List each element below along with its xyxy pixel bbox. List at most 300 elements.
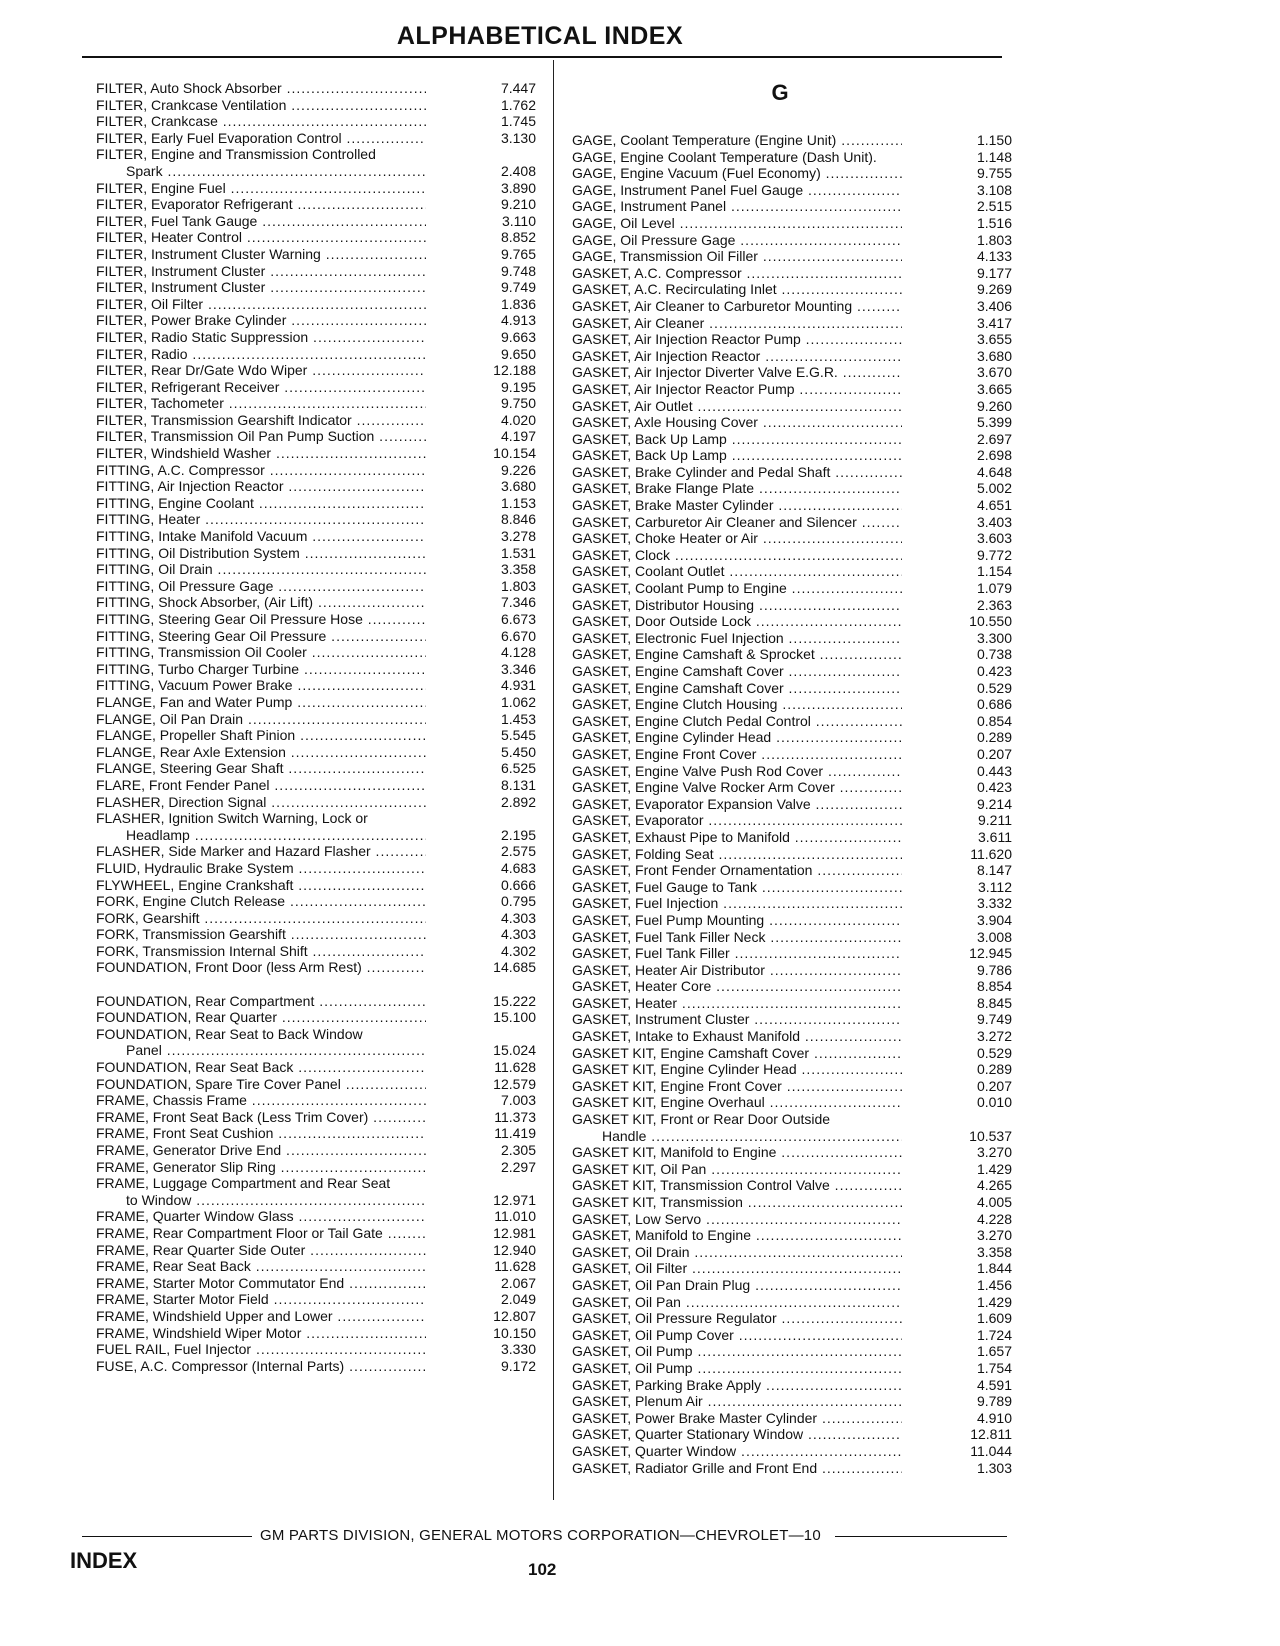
entry-title: GASKET KIT, Oil Pan ..... [572, 1161, 902, 1178]
entry-page-ref: 3.665 [976, 380, 1012, 397]
title-divider [82, 56, 1002, 58]
entry-title: FILTER, Heater Control ..... [96, 229, 426, 246]
entry-title: GASKET, Exhaust Pipe to Manifold ..... [572, 829, 902, 846]
index-entry [84, 1325, 544, 1342]
entry-page-ref: 9.177 [976, 264, 1012, 281]
entry-title: GASKET, Choke Heater or Air ..... [572, 530, 902, 547]
index-entry [84, 1242, 544, 1259]
index-entry [560, 597, 1020, 614]
entry-title: GASKET, Oil Pressure Regulator ..... [572, 1310, 902, 1327]
entry-page-ref: 4.133 [976, 248, 1012, 265]
entry-title: GASKET, Back Up Lamp ..... [572, 431, 902, 448]
index-entry [84, 113, 544, 130]
entry-page-ref: 1.844 [976, 1260, 1012, 1277]
entry-page-ref: 3.130 [500, 129, 536, 146]
entry-title: FRAME, Windshield Upper and Lower ..... [96, 1308, 426, 1325]
entry-title: FLUID, Hydraulic Brake System ..... [96, 860, 426, 877]
index-entry [560, 464, 1020, 481]
index-entry [560, 563, 1020, 580]
index-entry [560, 1144, 1020, 1161]
index-entry [560, 1260, 1020, 1277]
entry-title: GASKET, Engine Camshaft & Sprocket ..... [572, 646, 902, 663]
entry-page-ref: 15.024 [493, 1042, 536, 1059]
index-entry [84, 1275, 544, 1292]
index-entry [560, 713, 1020, 730]
index-entry [560, 1410, 1020, 1427]
index-entry [560, 165, 1020, 182]
entry-page-ref: 3.330 [500, 1341, 536, 1358]
index-entry [84, 744, 544, 761]
index-entry [560, 1426, 1020, 1443]
entry-title: FITTING, Intake Manifold Vacuum ..... [96, 528, 426, 545]
entry-title: FRAME, Rear Compartment Floor or Tail Gate ..... [96, 1225, 426, 1242]
entry-page-ref: 0.666 [500, 876, 536, 893]
entry-title: FOUNDATION, Rear Seat to Back Window [96, 1025, 363, 1042]
index-entry [84, 312, 544, 329]
index-entry [560, 1028, 1020, 1045]
index-entry [560, 414, 1020, 431]
entry-page-ref: 2.067 [500, 1274, 536, 1291]
entry-page-ref: 12.188 [493, 362, 536, 379]
index-entry [84, 462, 544, 479]
index-entry [560, 1393, 1020, 1410]
entry-page-ref: 9.750 [500, 395, 536, 412]
entry-page-ref: 1.745 [500, 113, 536, 130]
index-entry [560, 613, 1020, 630]
index-entry [84, 1208, 544, 1225]
entry-title: FRAME, Rear Seat Back ..... [96, 1258, 426, 1275]
index-entry [560, 1310, 1020, 1327]
entry-title: FITTING, Heater ..... [96, 511, 426, 528]
entry-title: GASKET, Oil Filter ..... [572, 1260, 902, 1277]
entry-page-ref: 4.591 [976, 1376, 1012, 1393]
index-entry [560, 281, 1020, 298]
entry-title: GASKET, Engine Camshaft Cover ..... [572, 663, 902, 680]
entry-page-ref: 0.686 [976, 696, 1012, 713]
index-entry [560, 1244, 1020, 1261]
index-entry [84, 1076, 544, 1093]
entry-page-ref: 4.128 [500, 644, 536, 661]
index-entry [560, 1277, 1020, 1294]
entry-page-ref: 4.910 [976, 1409, 1012, 1426]
entry-page-ref: 3.358 [976, 1243, 1012, 1260]
entry-page-ref: 5.450 [500, 743, 536, 760]
entry-page-ref: 2.297 [500, 1158, 536, 1175]
entry-page-ref: 11.044 [970, 1442, 1012, 1459]
entry-page-ref: 2.363 [976, 596, 1012, 613]
entry-title: FILTER, Fuel Tank Gauge ..... [96, 213, 426, 230]
index-entry [84, 379, 544, 396]
entry-title: GASKET, Front Fender Ornamentation ..... [572, 862, 902, 879]
entry-page-ref: 12.940 [493, 1241, 536, 1258]
index-entry [84, 1225, 544, 1242]
index-entry [84, 528, 544, 545]
index-entry [560, 1377, 1020, 1394]
entry-title: GASKET, Air Injection Reactor ..... [572, 348, 902, 365]
entry-title: GAGE, Coolant Temperature (Engine Unit) ..... [572, 132, 902, 149]
entry-title: GASKET, Heater Core ..... [572, 978, 902, 995]
index-entry [84, 1009, 544, 1026]
index-entry [560, 879, 1020, 896]
entry-page-ref: 9.211 [978, 812, 1012, 829]
entry-title: GASKET, Engine Valve Push Rod Cover ..... [572, 763, 902, 780]
entry-title: FUSE, A.C. Compressor (Internal Parts) ..... [96, 1358, 426, 1375]
entry-title: GASKET, Low Servo ..... [572, 1211, 902, 1228]
entry-page-ref: 1.150 [976, 132, 1012, 148]
entry-page-ref: 8.854 [976, 978, 1012, 995]
entry-title: GASKET KIT, Engine Front Cover ..... [572, 1078, 902, 1095]
entry-page-ref: 1.754 [976, 1359, 1012, 1376]
entry-page-ref: 10.150 [493, 1324, 536, 1341]
index-entry [560, 580, 1020, 597]
entry-title: FRAME, Luggage Compartment and Rear Seat [96, 1175, 391, 1192]
index-entry [560, 1078, 1020, 1095]
index-entry [84, 993, 544, 1010]
index-entry [84, 1125, 544, 1142]
index-entry [560, 364, 1020, 381]
entry-page-ref: 1.762 [500, 96, 536, 113]
entry-title: GASKET, Folding Seat ..... [572, 846, 902, 863]
entry-title: GASKET, Fuel Gauge to Tank ..... [572, 879, 902, 896]
entry-title: GASKET, Heater Air Distributor ..... [572, 962, 902, 979]
page-number: 102 [528, 1560, 557, 1579]
index-entry [560, 315, 1020, 332]
entry-title: FLARE, Front Fender Panel ..... [96, 777, 426, 794]
entry-page-ref: 3.403 [976, 513, 1012, 530]
index-entry [84, 428, 544, 445]
entry-title: FILTER, Instrument Cluster ..... [96, 263, 426, 280]
entry-title: FLANGE, Oil Pan Drain ..... [96, 711, 426, 728]
entry-title: GASKET, Engine Camshaft Cover ..... [572, 680, 902, 697]
entry-page-ref: 4.303 [500, 909, 536, 926]
entry-title: FOUNDATION, Rear Quarter ..... [96, 1009, 426, 1026]
entry-page-ref: 4.651 [976, 497, 1012, 514]
index-entry [560, 431, 1020, 448]
entry-title: GASKET, Quarter Window ..... [572, 1443, 902, 1460]
entry-page-ref: 7.003 [500, 1092, 536, 1109]
entry-title: FITTING, Oil Drain ..... [96, 561, 426, 578]
entry-title: GASKET, Plenum Air ..... [572, 1393, 902, 1410]
index-entry [84, 628, 544, 645]
index-entry [560, 862, 1020, 879]
entry-title: GAGE, Transmission Oil Filler ..... [572, 248, 902, 265]
index-entry [84, 727, 544, 744]
entry-title: FRAME, Starter Motor Commutator End ..... [96, 1275, 426, 1292]
index-entry [560, 331, 1020, 348]
index-entry [560, 763, 1020, 780]
entry-title: GASKET, Fuel Tank Filler Neck ..... [572, 929, 902, 946]
index-entry [560, 265, 1020, 282]
index-entry [560, 248, 1020, 265]
entry-page-ref: 3.278 [500, 528, 536, 545]
index-entry [84, 677, 544, 694]
entry-title: FLANGE, Fan and Water Pump ..... [96, 694, 426, 711]
index-entry [560, 348, 1020, 365]
entry-page-ref: 5.545 [500, 727, 536, 744]
entry-title: FILTER, Crankcase Ventilation ..... [96, 97, 426, 114]
entry-page-ref: 3.406 [976, 297, 1012, 314]
entry-title: GASKET, Oil Pump ..... [572, 1343, 902, 1360]
entry-page-ref: 3.270 [976, 1227, 1012, 1244]
entry-title: GASKET, Air Cleaner ..... [572, 315, 902, 332]
entry-title: Panel ..... [126, 1042, 426, 1059]
index-entry [84, 877, 544, 894]
entry-title: FORK, Gearshift ..... [96, 910, 426, 927]
index-entry [560, 945, 1020, 962]
entry-page-ref: 10.537 [969, 1127, 1012, 1144]
entry-page-ref: 1.429 [976, 1293, 1012, 1310]
right-index-column [560, 80, 1020, 1476]
entry-title: GASKET, Coolant Pump to Engine ..... [572, 580, 902, 597]
entry-page-ref: 0.529 [976, 679, 1012, 696]
entry-page-ref: 4.302 [500, 942, 536, 959]
entry-page-ref: 9.260 [976, 397, 1012, 414]
entry-title: FITTING, Transmission Oil Cooler ..... [96, 644, 426, 661]
entry-title: GASKET, Parking Brake Apply ..... [572, 1377, 902, 1394]
section-label: INDEX [70, 1548, 138, 1573]
entry-title: GAGE, Instrument Panel Fuel Gauge ..... [572, 182, 902, 199]
entry-page-ref: 9.663 [500, 328, 536, 345]
entry-page-ref: 0.207 [976, 1077, 1012, 1094]
index-entry [560, 1227, 1020, 1244]
entry-page-ref: 7.447 [500, 80, 536, 96]
index-entry [84, 959, 544, 976]
entry-title: FITTING, Shock Absorber, (Air Lift) ..... [96, 594, 426, 611]
entry-page-ref: 3.110 [502, 212, 536, 229]
index-entry [84, 296, 544, 313]
entry-title: GAGE, Engine Vacuum (Fuel Economy) ..... [572, 165, 902, 182]
entry-page-ref: 0.529 [976, 1044, 1012, 1061]
entry-title: GASKET, Air Outlet ..... [572, 398, 902, 415]
entry-page-ref: 0.738 [976, 646, 1012, 663]
entry-page-ref: 0.423 [976, 663, 1012, 679]
entry-title: GAGE, Instrument Panel ..... [572, 198, 902, 215]
entry-page-ref: 9.650 [500, 345, 536, 362]
index-entry [560, 729, 1020, 746]
entry-page-ref: 1.803 [500, 577, 536, 594]
entry-title: FILTER, Auto Shock Absorber ..... [96, 80, 426, 97]
index-entry [84, 511, 544, 528]
entry-page-ref: 5.002 [976, 480, 1012, 497]
entry-title: FILTER, Power Brake Cylinder ..... [96, 312, 426, 329]
index-entry [560, 1360, 1020, 1377]
entry-title: GASKET, Electronic Fuel Injection ..... [572, 630, 902, 647]
entry-title: GASKET, Intake to Exhaust Manifold ..... [572, 1028, 902, 1045]
right-index-entries [560, 132, 1020, 1476]
index-entry [560, 929, 1020, 946]
index-entry [84, 329, 544, 346]
index-entry [560, 995, 1020, 1012]
index-entry [560, 1161, 1020, 1178]
entry-title: GASKET, Engine Clutch Pedal Control ..... [572, 713, 902, 730]
entry-page-ref: 9.786 [976, 961, 1012, 978]
index-entry [560, 447, 1020, 464]
entry-title: GAGE, Engine Coolant Temperature (Dash Unit). [572, 148, 877, 165]
entry-page-ref: 0.207 [976, 745, 1012, 762]
index-entry [560, 630, 1020, 647]
entry-page-ref: 12.981 [493, 1224, 536, 1241]
entry-title: GASKET, Axle Housing Cover ..... [572, 414, 902, 431]
entry-page-ref: 4.931 [500, 677, 536, 694]
entry-page-ref: 2.697 [976, 430, 1012, 447]
entry-title: GASKET, A.C. Compressor ..... [572, 265, 902, 282]
index-entry [560, 1011, 1020, 1028]
entry-title: GASKET, Air Injector Reactor Pump ..... [572, 381, 902, 398]
index-entry [560, 646, 1020, 663]
entry-title: GASKET KIT, Transmission Control Valve ..... [572, 1177, 902, 1194]
entry-page-ref: 2.892 [500, 793, 536, 810]
entry-title: FILTER, Oil Filter ..... [96, 296, 426, 313]
index-entry [84, 1308, 544, 1325]
index-entry [84, 1258, 544, 1275]
index-entry [560, 1177, 1020, 1194]
entry-title: FILTER, Transmission Oil Pan Pump Suction ..... [96, 428, 426, 445]
entry-title: GASKET KIT, Engine Overhaul ..... [572, 1094, 902, 1111]
spacer [84, 976, 544, 993]
entry-page-ref: 6.670 [500, 627, 536, 644]
entry-title: FRAME, Front Seat Cushion ..... [96, 1125, 426, 1142]
index-entry [84, 843, 544, 860]
entry-title: FILTER, Radio ..... [96, 346, 426, 363]
entry-title: GASKET, Engine Cylinder Head ..... [572, 729, 902, 746]
entry-page-ref: 9.765 [500, 245, 536, 262]
index-entry [84, 1042, 544, 1059]
entry-page-ref: 3.904 [976, 911, 1012, 928]
entry-title: FITTING, Steering Gear Oil Pressure Hose ..... [96, 611, 426, 628]
entry-page-ref: 1.154 [976, 563, 1012, 580]
index-entry [560, 895, 1020, 912]
entry-title: GASKET KIT, Engine Cylinder Head ..... [572, 1061, 902, 1078]
entry-title: FILTER, Refrigerant Receiver ..... [96, 379, 426, 396]
entry-page-ref: 9.755 [976, 165, 1012, 182]
entry-page-ref: 8.131 [500, 776, 536, 793]
entry-title: GASKET, Distributor Housing ..... [572, 597, 902, 614]
entry-page-ref: 3.680 [500, 478, 536, 495]
entry-page-ref: 15.100 [493, 1009, 536, 1026]
index-entry [560, 1211, 1020, 1228]
entry-page-ref: 3.108 [976, 181, 1012, 198]
entry-title: FOUNDATION, Front Door (less Arm Rest) ..... [96, 959, 426, 976]
entry-title: FILTER, Instrument Cluster Warning ..... [96, 246, 426, 263]
index-entry [560, 1061, 1020, 1078]
entry-title: GASKET, Brake Cylinder and Pedal Shaft ..... [572, 464, 902, 481]
entry-page-ref: 0.289 [976, 729, 1012, 746]
index-entry [84, 180, 544, 197]
entry-title: GASKET, Oil Pump Cover ..... [572, 1327, 902, 1344]
entry-page-ref: 0.010 [976, 1094, 1012, 1111]
entry-title: GASKET, Oil Pump ..... [572, 1360, 902, 1377]
entry-page-ref: 3.358 [500, 561, 536, 578]
index-entry [84, 495, 544, 512]
entry-title: FILTER, Radio Static Suppression ..... [96, 329, 426, 346]
index-entry [84, 1291, 544, 1308]
entry-title: GASKET, A.C. Recirculating Inlet ..... [572, 281, 902, 298]
index-entry [560, 746, 1020, 763]
entry-title: FILTER, Engine and Transmission Controlled [96, 146, 376, 163]
entry-page-ref: 1.516 [976, 214, 1012, 231]
footer-text: GM PARTS DIVISION, GENERAL MOTORS CORPORATION—CHEVROLET—10 [260, 1527, 821, 1544]
entry-page-ref: 11.620 [970, 845, 1012, 862]
index-entry [560, 1094, 1020, 1111]
entry-title: GASKET, Quarter Stationary Window ..... [572, 1426, 902, 1443]
entry-page-ref: 11.628 [494, 1059, 536, 1076]
index-entry [84, 412, 544, 429]
entry-page-ref: 3.272 [976, 1028, 1012, 1045]
entry-title: GASKET KIT, Front or Rear Door Outside [572, 1111, 831, 1128]
index-entry [84, 346, 544, 363]
index-entry [84, 943, 544, 960]
index-entry [84, 644, 544, 661]
index-entry [560, 182, 1020, 199]
entry-page-ref: 4.197 [500, 428, 536, 445]
entry-title: GASKET, Air Injection Reactor Pump ..... [572, 331, 902, 348]
entry-page-ref: 1.836 [500, 295, 536, 312]
entry-title: GASKET, Engine Front Cover ..... [572, 746, 902, 763]
entry-page-ref: 3.270 [976, 1144, 1012, 1161]
index-entry [560, 1343, 1020, 1360]
entry-page-ref: 3.008 [976, 928, 1012, 945]
index-entry [84, 1192, 544, 1209]
entry-title: GAGE, Oil Pressure Gage ..... [572, 232, 902, 249]
index-entry [560, 962, 1020, 979]
entry-title: GAGE, Oil Level ..... [572, 215, 902, 232]
entry-title: FOUNDATION, Rear Seat Back ..... [96, 1059, 426, 1076]
entry-page-ref: 10.154 [493, 445, 536, 462]
entry-page-ref: 3.655 [976, 331, 1012, 348]
entry-title: FLASHER, Ignition Switch Warning, Lock or [96, 810, 368, 827]
index-entry [560, 547, 1020, 564]
index-entry [560, 696, 1020, 713]
index-entry [84, 910, 544, 927]
entry-title: GASKET, Clock ..... [572, 547, 902, 564]
entry-page-ref: 10.550 [969, 613, 1012, 630]
entry-title: Spark ..... [126, 163, 426, 180]
entry-page-ref: 3.300 [976, 629, 1012, 646]
footer-rule-left [82, 1536, 252, 1537]
entry-title: FLASHER, Side Marker and Hazard Flasher ..... [96, 843, 426, 860]
entry-page-ref: 3.346 [500, 660, 536, 677]
entry-page-ref: 6.673 [500, 611, 536, 627]
index-entry [560, 912, 1020, 929]
index-entry [560, 215, 1020, 232]
index-entry [560, 530, 1020, 547]
entry-page-ref: 3.603 [976, 530, 1012, 547]
index-entry [84, 478, 544, 495]
entry-title: GASKET KIT, Transmission ..... [572, 1194, 902, 1211]
index-entry [84, 163, 544, 180]
index-entry [84, 196, 544, 213]
entry-page-ref: 7.346 [500, 594, 536, 611]
index-entry [560, 497, 1020, 514]
left-index-column [84, 80, 544, 1374]
entry-page-ref: 3.680 [976, 347, 1012, 364]
entry-title: GASKET, Oil Pan Drain Plug ..... [572, 1277, 902, 1294]
entry-page-ref: 4.303 [500, 926, 536, 943]
index-entry [560, 232, 1020, 249]
index-entry [560, 1327, 1020, 1344]
entry-page-ref: 8.852 [500, 229, 536, 246]
index-entry [84, 760, 544, 777]
entry-title: FRAME, Windshield Wiper Motor ..... [96, 1325, 426, 1342]
entry-page-ref: 9.214 [976, 795, 1012, 812]
entry-title: FOUNDATION, Rear Compartment ..... [96, 993, 426, 1010]
entry-title: GASKET, Carburetor Air Cleaner and Silencer ..... [572, 514, 902, 531]
index-entry [560, 514, 1020, 531]
entry-page-ref: 1.456 [976, 1276, 1012, 1293]
entry-title: FITTING, Oil Pressure Gage ..... [96, 578, 426, 595]
index-entry [560, 149, 1020, 166]
index-entry [84, 362, 544, 379]
